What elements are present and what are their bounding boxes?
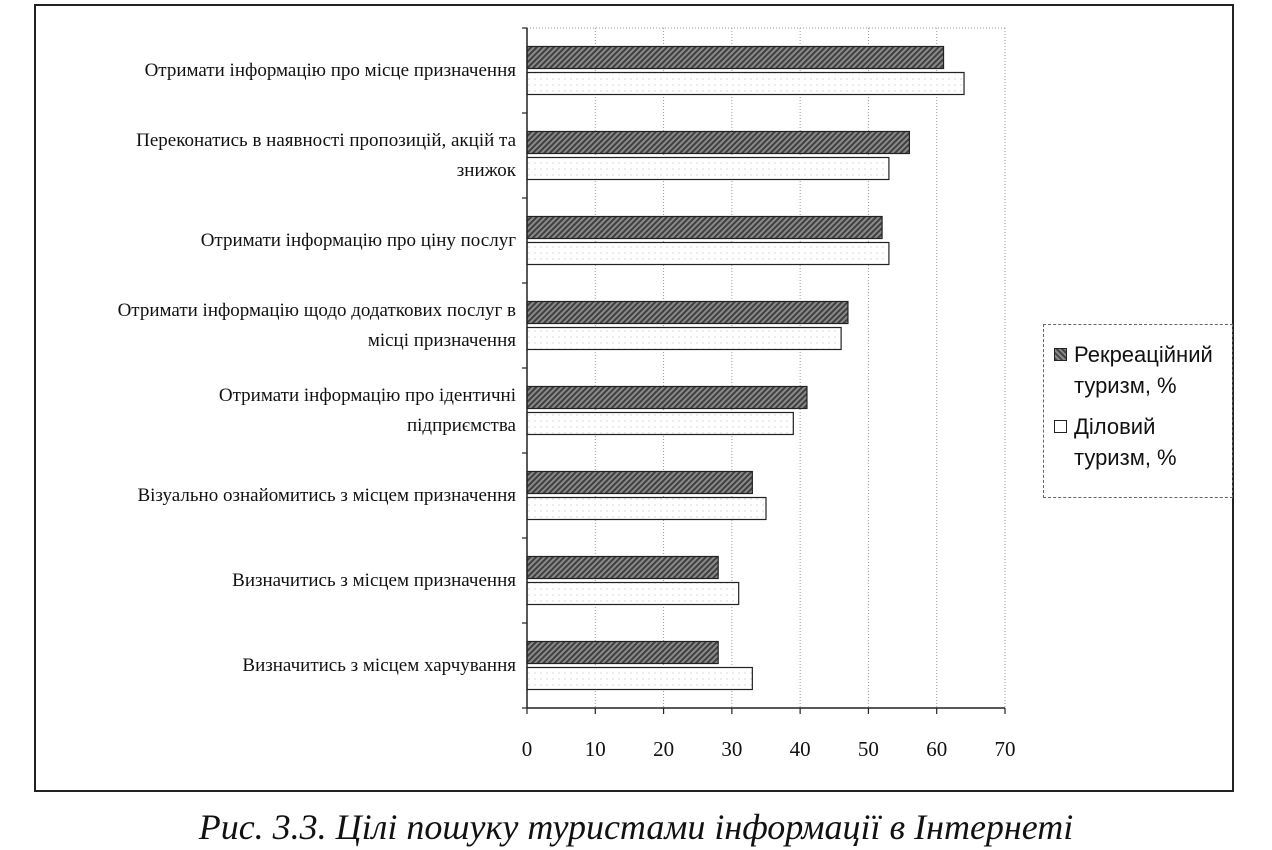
category-label-5 (36, 481, 516, 511)
category-label-3 (36, 296, 516, 356)
x-tick-label-20: 20 (653, 737, 675, 761)
bar-business-1 (527, 158, 889, 180)
category-label-5-line-0: Візуально ознайомитись з місцем призначення (137, 484, 516, 506)
gridlines (527, 28, 1005, 708)
bar-recreational-6 (527, 557, 718, 579)
category-label-7 (36, 651, 516, 681)
bar-business-7 (527, 668, 752, 690)
legend-label-recreational-line1: Рекреаційний (1074, 342, 1213, 367)
bar-business-6 (527, 583, 739, 605)
bar-business-2 (527, 243, 889, 265)
category-label-7-line-0: Визначитись з місцем харчування (242, 654, 516, 676)
category-label-2 (36, 226, 516, 256)
x-tick-label-10: 10 (584, 737, 606, 761)
bar-recreational-0 (527, 47, 944, 69)
x-tick-label-70: 70 (994, 737, 1016, 761)
bar-business-5 (527, 498, 766, 520)
x-tick-label-40: 40 (789, 737, 811, 761)
category-label-3-line-0: Отримати інформацію щодо додаткових послуг в (117, 299, 516, 321)
category-label-6 (36, 566, 516, 596)
bar-recreational-1 (527, 132, 909, 154)
category-label-4-line-0: Отримати інформацію про ідентичні (218, 384, 516, 406)
legend (1043, 324, 1233, 498)
legend-label-business-line2: туризм, % (1074, 445, 1177, 470)
figure-caption: Рис. 3.3. Цілі пошуку туристами інформації в Інтернеті (198, 807, 1074, 847)
bar-business-0 (527, 73, 964, 95)
x-tick-label-30: 30 (721, 737, 743, 761)
bar-recreational-2 (527, 217, 882, 239)
category-label-1-line-1: знижок (456, 159, 516, 181)
category-label-1-line-0: Переконатись в наявності пропозицій, акцій та (136, 129, 516, 151)
category-label-0-line-0: Отримати інформацію про місце призначення (144, 59, 516, 81)
bar-business-4 (527, 413, 793, 435)
bar-recreational-3 (527, 302, 848, 324)
bar-recreational-5 (527, 472, 752, 494)
bars (527, 47, 964, 690)
x-tick-labels (522, 737, 1016, 761)
bar-business-3 (527, 328, 841, 350)
axes (522, 28, 1005, 714)
legend-swatch-business (1054, 420, 1067, 433)
x-tick-label-60: 60 (926, 737, 948, 761)
bar-recreational-7 (527, 642, 718, 664)
category-label-2-line-0: Отримати інформацію про ціну послуг (200, 229, 516, 251)
bar-recreational-4 (527, 387, 807, 409)
legend-swatch-recreational (1054, 348, 1067, 361)
x-tick-label-0: 0 (521, 737, 533, 761)
category-label-6-line-0: Визначитись з місцем призначення (232, 569, 516, 591)
category-label-0 (36, 56, 516, 86)
category-label-3-line-1: місці призначення (367, 329, 516, 351)
x-tick-label-50: 50 (857, 737, 879, 761)
category-label-4 (36, 381, 516, 441)
legend-item-business (1054, 411, 1232, 473)
legend-label-recreational-line2: туризм, % (1074, 373, 1177, 398)
category-label-1 (36, 126, 516, 186)
legend-label-business-line1: Діловий (1074, 414, 1156, 439)
legend-item-recreational (1054, 339, 1232, 401)
category-label-4-line-1: підприємства (406, 414, 516, 436)
